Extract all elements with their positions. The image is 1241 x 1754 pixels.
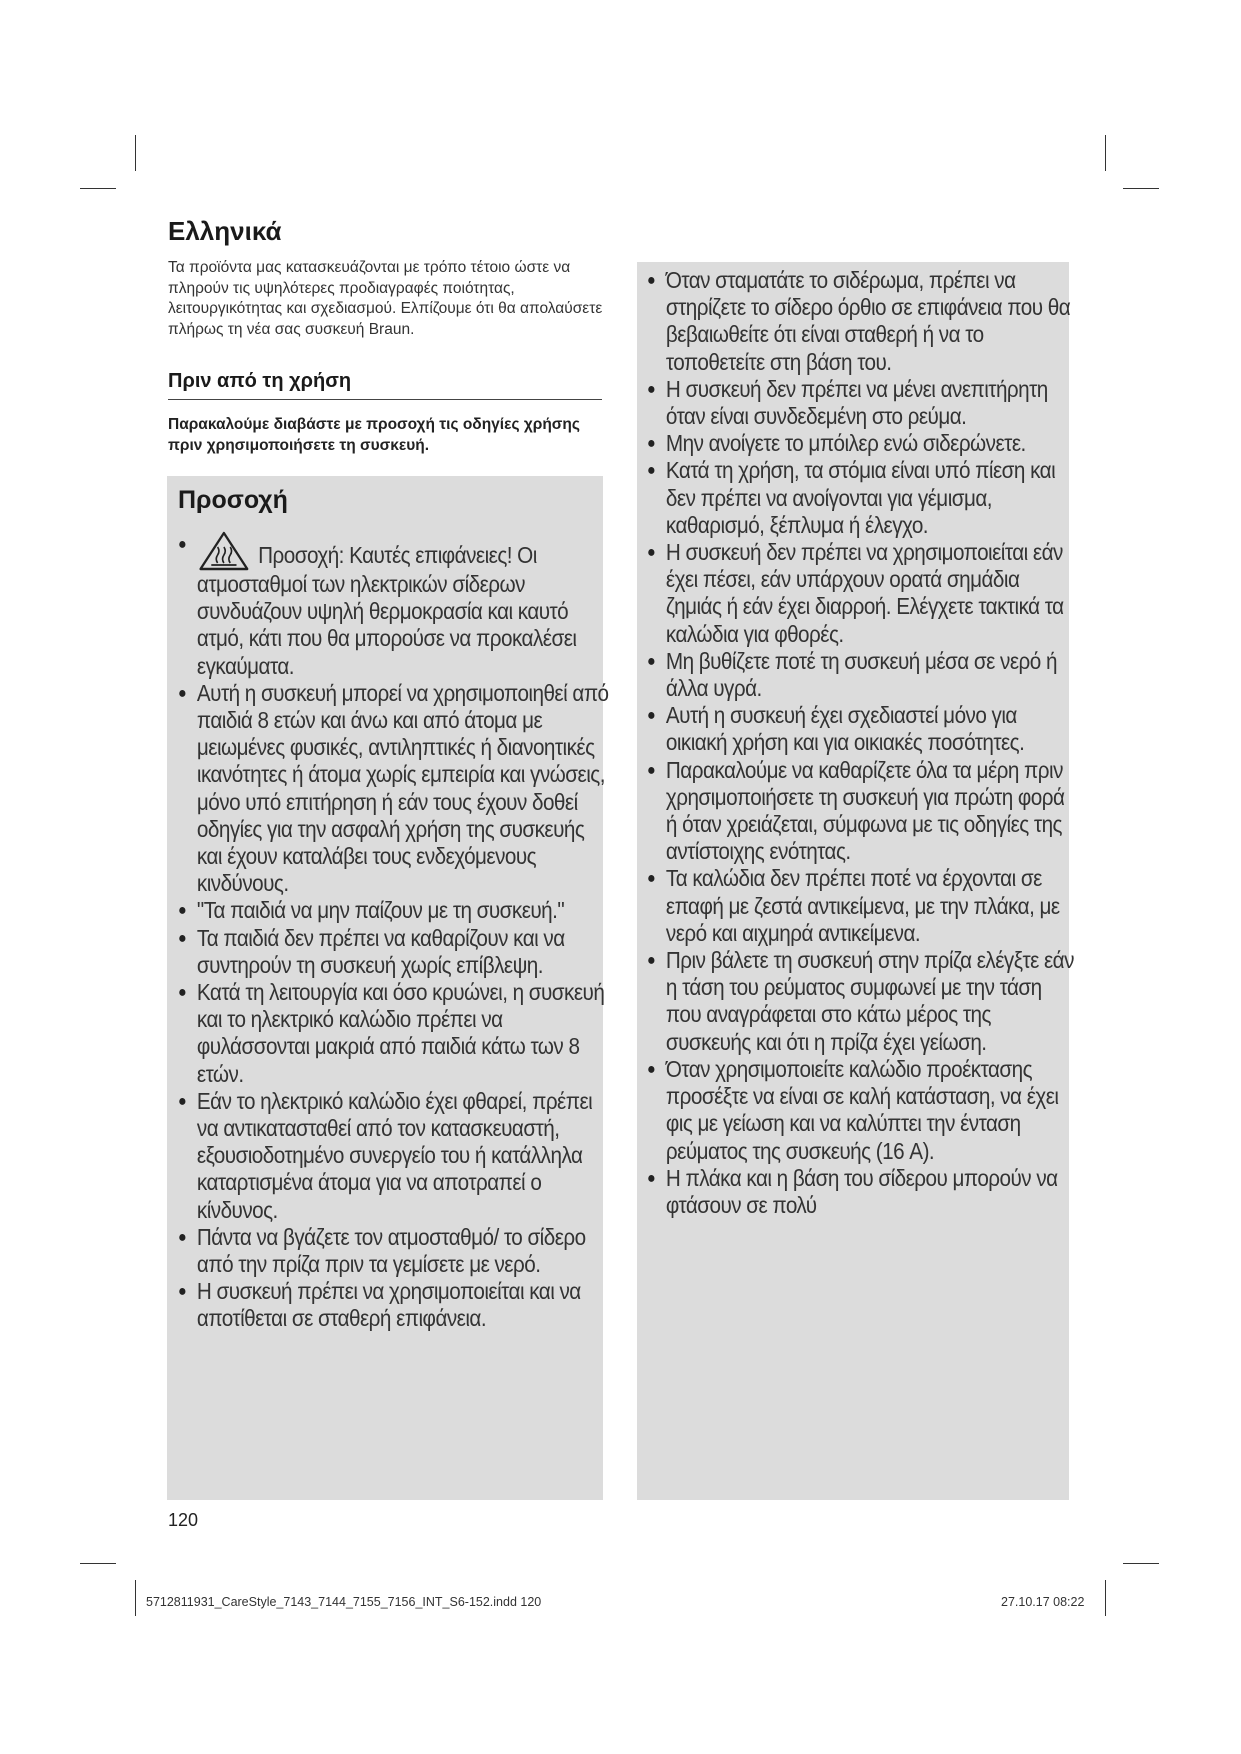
warning-item: ● "Τα παιδιά να μην παίζουν με τη συσκευή." <box>178 897 611 924</box>
warning-heading: Προσοχή <box>178 486 288 514</box>
footer-timestamp: 27.10.17 08:22 <box>1001 1595 1085 1609</box>
crop-mark-top-left <box>135 135 136 171</box>
safety-item: ● Παρακαλούμε να καθαρίζετε όλα τα μέρη πριν χρησιμοποιήσετε τη συσκευή για πρώτη φορά ή όταν χρειάζεται, σύμφωνα με τις οδηγίες της αντίστοιχης ενότητας. <box>647 757 1079 866</box>
warning-list <box>178 526 609 1333</box>
safety-list <box>647 262 1074 1219</box>
warning-item-text: Προσοχή: Καυτές επιφάνειες! Οι ατμοσταθμοί των ηλεκτρικών σίδερων συνδυάζουν υψηλή θερμοκρασία και καυτό ατμό, κάτι που θα μπορούσε να προκαλέσει εγκαύματα. <box>196 542 577 679</box>
safety-item: ● Τα καλώδια δεν πρέπει ποτέ να έρχονται σε επαφή με ζεστά αντικείμενα, με την πλάκα, με νερό και αιχμηρά αντικείμενα. <box>647 865 1079 947</box>
crop-mark-top-right-h <box>1123 188 1159 189</box>
warning-item: ● Τα παιδιά δεν πρέπει να καθαρίζουν και να συντηρούν τη συσκευή χωρίς επίβλεψη. <box>178 925 611 979</box>
intro-paragraph: Τα προϊόντα μας κατασκευάζονται με τρόπο τέτοιο ώστε να πληρούν τις υψηλότερες προδιαγραφές ποιότητας, λειτουργικότητας και σχεδιασμού. Ελπίζουμε ότι θα απολαύσετε πλήρως τη νέα σας συσκευή Braun. <box>168 259 603 338</box>
safety-item: ● Μη βυθίζετε ποτέ τη συσκευή μέσα σε νερό ή άλλα υγρά. <box>647 648 1079 702</box>
warning-item: ● Αυτή η συσκευή μπορεί να χρησιμοποιηθεί από παιδιά 8 ετών και άνω και από άτομα με μειωμένες φυσικές, αντιληπτικές ή διανοητικές ικανότητες ή άτομα χωρίς εμπειρία και γνώσεις, μόνο υπό επιτήρηση ή εάν τους έχουν δοθεί οδηγίες για την ασφαλή χρήση της συσκευής και έχουν καταλάβει τους ενδεχόμενους κινδύνους. <box>178 680 611 898</box>
warning-item: ● Εάν το ηλεκτρικό καλώδιο έχει φθαρεί, πρέπει να αντικατασταθεί από τον κατασκευαστή, εξουσιοδοτημένο συνεργείο του ή κατάλληλα καταρτισμένα άτομα για να αποτραπεί ο κίνδυνος. <box>178 1088 611 1224</box>
section-heading: Πριν από τη χρήση <box>168 370 602 400</box>
safety-item: ● Κατά τη χρήση, τα στόμια είναι υπό πίεση και δεν πρέπει να ανοίγονται για γέμισμα, καθαρισμό, ξέπλυμα ή έλεγχο. <box>647 457 1079 539</box>
read-instructions-notice: Παρακαλούμε διαβάστε με προσοχή τις οδηγίες χρήσης πριν χρησιμοποιήσετε τη συσκευή. <box>168 416 580 454</box>
safety-item: ● Πριν βάλετε τη συσκευή στην πρίζα ελέγξτε εάν η τάση του ρεύματος συμφωνεί με την τάση που αναγράφεται στο κάτω μέρος της συσκευής και ότι η πρίζα έχει γείωση. <box>647 947 1079 1056</box>
warning-item: ● Πάντα να βγάζετε τον ατμοσταθμό/ το σίδερο από την πρίζα πριν τα γεμίσετε με νερό. <box>178 1224 611 1278</box>
crop-mark-top-right <box>1105 135 1106 171</box>
safety-item: ● Η πλάκα και η βάση του σίδερου μπορούν να φτάσουν σε πολύ <box>647 1165 1079 1219</box>
safety-item: ● Όταν σταματάτε το σιδέρωμα, πρέπει να στηρίζετε το σίδερο όρθιο σε επιφάνεια που θα βεβαιωθείτε ότι είναι σταθερή ή να το τοποθετείτε στη βάση του. <box>647 267 1079 376</box>
safety-box <box>637 262 1074 1500</box>
crop-mark-bottom-right <box>1105 1580 1106 1616</box>
crop-mark-top-left-h <box>80 188 116 189</box>
warning-item: ● Η συσκευή πρέπει να χρησιμοποιείται και να αποτίθεται σε σταθερή επιφάνεια. <box>178 1278 611 1332</box>
page-title: Ελληνικά <box>168 216 282 246</box>
safety-item: ● Αυτή η συσκευή έχει σχεδιαστεί μόνο για οικιακή χρήση και για οικιακές ποσότητες. <box>647 702 1079 756</box>
safety-item: ● Όταν χρησιμοποιείτε καλώδιο προέκτασης προσέξτε να είναι σε καλή κατάσταση, να έχει φις με γείωση και να καλύπτει την ένταση ρεύματος της συσκευής (16 A). <box>647 1056 1079 1165</box>
page-number: 120 <box>168 1510 199 1530</box>
warning-item: ● Κατά τη λειτουργία και όσο κρυώνει, η συσκευή και το ηλεκτρικό καλώδιο πρέπει να φυλάσσονται μακριά από παιδιά κάτω των 8 ετών. <box>178 979 611 1088</box>
warning-box <box>167 476 609 1500</box>
crop-mark-bottom-left-h <box>80 1563 116 1564</box>
crop-mark-bottom-right-h <box>1123 1563 1159 1564</box>
safety-item: ● Μην ανοίγετε το μπόιλερ ενώ σιδερώνετε. <box>647 430 1079 457</box>
crop-mark-bottom-left <box>135 1580 136 1616</box>
warning-item <box>178 531 611 680</box>
footer-filename: 5712811931_CareStyle_7143_7144_7155_7156_INT_S6-152.indd 120 <box>146 1595 542 1609</box>
hot-surface-warning-icon <box>199 531 249 571</box>
safety-item: ● Η συσκευή δεν πρέπει να χρησιμοποιείται εάν έχει πέσει, εάν υπάρχουν ορατά σημάδια ζημιάς ή εάν έχει διαρροή. Ελέγχετε τακτικά τα καλώδια για φθορές. <box>647 539 1079 648</box>
safety-item: ● Η συσκευή δεν πρέπει να μένει ανεπιτήρητη όταν είναι συνδεδεμένη στο ρεύμα. <box>647 376 1079 430</box>
